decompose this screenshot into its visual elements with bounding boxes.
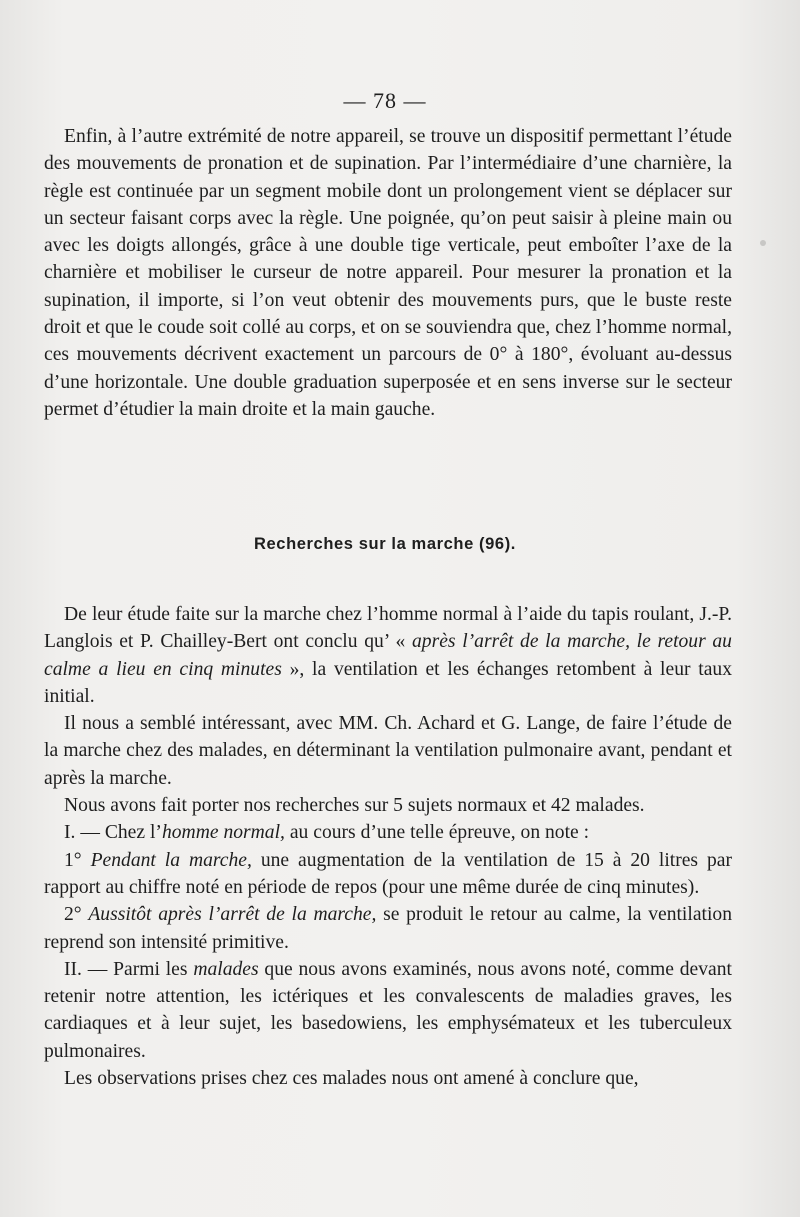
paragraph-after-walk: 2° Aussitôt après l’arrêt de la marche, se produit le retour au calme, la ventilation reprend son intensité primitive. — [44, 904, 732, 953]
paragraph-conclusion: Les observations prises chez ces malades nous ont amené à conclure que, — [64, 1068, 639, 1090]
section-heading: Recherches sur la marche (96). — [254, 535, 516, 553]
paragraph-study: Il nous a semblé intéressant, avec MM. Ch. Achard et G. Lange, de faire l’étude de la marche chez des malades, en déterminant la ventilation pulmonaire avant, pendant et après la marche. — [44, 713, 732, 789]
second-section — [44, 601, 732, 1092]
paragraph-langlois: De leur étude faite sur la marche chez l’homme normal à l’aide du tapis roulant, J.-P. Langlois et P. Chailley-Bert ont conclu qu’ « après l’arrêt de la marche, le retour au calme a lieu en cinq minutes », la ventilation et les échanges retombent à leur taux initial. — [44, 604, 732, 707]
first-section — [44, 123, 732, 423]
page-number: — 78 — — [343, 88, 427, 113]
paragraph-during-walk: 1° Pendant la marche, une augmentation de la ventilation de 15 à 20 litres par rapport au chiffre noté en période de repos (pour une même durée de cinq minutes). — [44, 849, 732, 898]
paragraph-patients: II. — Parmi les malades que nous avons examinés, nous avons noté, comme devant retenir notre attention, les ictériques et les convalescents de maladies graves, les cardiaques et à leur sujet, les basedowiens, les emphysémateux et les tuberculeux pulmonaires. — [44, 958, 732, 1062]
paragraph-apparatus: Enfin, à l’autre extrémité de notre appareil, se trouve un dispositif permettant l’étude des mouvements de pronation et de supination. Par l’intermédiaire d’une charnière, la règle est continuée par un segment mobile dont un prolongement vient se déplacer sur un secteur faisant corps avec la règle. Une poignée, qu’on peut saisir à pleine main ou avec les doigts allongés, grâce à une double tige verticale, peut emboîter l’axe de la charnière et mobiliser le curseur de notre appareil. Pour mesurer la pronation et la supination, il importe, si l’on veut obtenir des mouvements purs, que le buste reste droit et que le coude soit collé au corps, et on se souviendra que, chez l’homme normal, ces mouvements décrivent exactement un parcours de 0° à 180°, évoluant au-dessus d’une horizontale. Une double graduation superposée et en sens inverse sur le secteur permet d’étudier la main droite et la main gauche. — [44, 126, 732, 420]
paragraph-normal-man: I. — Chez l’homme normal, au cours d’une telle épreuve, on note : — [64, 822, 590, 844]
paper-spot — [760, 240, 766, 246]
paragraph-subjects: Nous avons fait porter nos recherches sur 5 sujets normaux et 42 malades. — [64, 795, 645, 817]
